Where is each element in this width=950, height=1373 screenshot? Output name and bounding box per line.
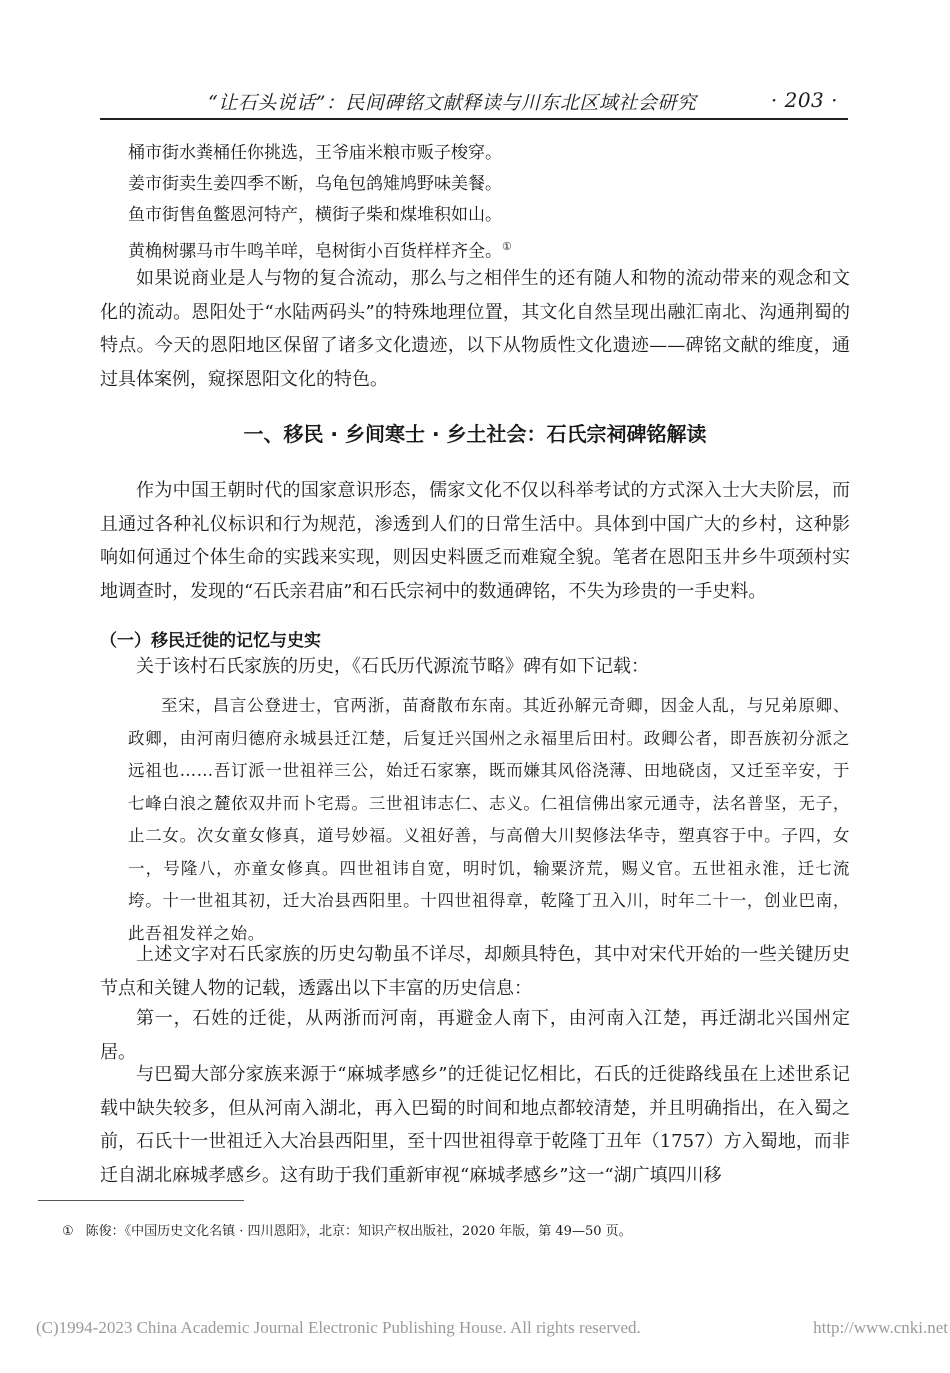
footnote-mark: ①: [62, 1224, 74, 1239]
poem-block: [128, 138, 848, 262]
poem-line: 鱼市街售鱼鳖恩河特产，横街子柴和煤堆积如山。: [128, 205, 502, 225]
subsection-heading: （一）移民迁徙的记忆与史实: [100, 631, 321, 651]
header-rule: [100, 118, 848, 120]
comparison-paragraph: 与巴蜀大部分家族来源于“麻城孝感乡”的迁徙记忆相比，石氏的迁徙路线虽在上述世系记载中缺失较多，但从河南入湖北，再入巴蜀的时间和地点都较清楚，并且明确指出，在入蜀之前，石氏十一世祖迁入大冶县西阳里，至十四世祖得章于乾隆丁丑年（1757）方入蜀地，而非迁自湖北麻城孝感乡。这有助于我们重新审视“麻城孝感乡”这一“湖广填四川移: [100, 1064, 850, 1186]
section-heading: 一、移民 · 乡间寒士 · 乡土社会：石氏宗祠碑铭解读: [243, 422, 707, 446]
point-one-paragraph: 第一，石姓的迁徙，从两浙而河南，再避金人南下，由河南入江楚，再迁湖北兴国州定居。: [100, 1008, 850, 1063]
footnote-rule: [38, 1200, 244, 1201]
poem-line: [128, 231, 848, 262]
section-paragraph: 作为中国王朝时代的国家意识形态，儒家文化不仅以科举考试的方式深入士大夫阶层，而且通过各种礼仪标识和行为规范，渗透到人们的日常生活中。具体到中国广大的乡村，这种影响如何通过个体生命的实践来实现，则因史料匮乏而难窥全貌。笔者在恩阳玉井乡牛项颈村实地调查时，发现的“石氏亲君庙”和石氏宗祠中的数通碑铭，不失为珍贵的一手史料。: [100, 480, 850, 602]
watermark-url[interactable]: http://www.cnki.net: [813, 1318, 948, 1337]
copyright-notice: (C)1994-2023 China Academic Journal Electronic Publishing House. All rights reserved.: [36, 1318, 641, 1337]
poem-line: 姜市街卖生姜四季不断，乌龟包鸽雉鸠野味美餐。: [128, 174, 502, 194]
page-number: · 203 ·: [770, 88, 838, 112]
intro-paragraph: 如果说商业是人与物的复合流动，那么与之相伴生的还有随人和物的流动带来的观念和文化的流动。恩阳处于“水陆两码头”的特殊地理位置，其文化自然呈现出融汇南北、沟通荆蜀的特点。今天的恩阳地区保留了诸多文化遗迹，以下从物质性文化遗迹——碑铭文献的维度，通过具体案例，窥探恩阳文化的特色。: [100, 268, 850, 390]
footnote: [62, 1220, 632, 1239]
subsection-intro: 关于该村石氏家族的历史，《石氏历代源流节略》碑有如下记载：: [136, 656, 649, 677]
watermark-line: [36, 1318, 948, 1338]
analysis-paragraph: 上述文字对石氏家族的历史勾勒虽不详尽，却颇具特色，其中对宋代开始的一些关键历史节点和关键人物的记载，透露出以下丰富的历史信息：: [100, 944, 850, 999]
running-header: [208, 88, 838, 114]
running-header-title: “让石头说话”：民间碑铭文献释读与川东北区域社会研究: [208, 92, 697, 114]
inscription-quote: 至宋，昌言公登进士，官两浙，苗裔散布东南。其近孙解元奇卿，因金人乱，与兄弟原卿、政卿，由河南归德府永城县迁江楚，后复迁兴国州之永福里后田村。政卿公者，即吾族初分派之远祖也……吾订派一世祖祥三公，始迁石家寨，既而嫌其风俗浇薄、田地硗卤，又迁至辛安，于七峰白浪之麓依双井而卜宅焉。三世祖讳志仁、志义。仁祖信佛出家元通寺，法名普坚，无子，止二女。次女童女修真，道号妙福。义祖好善，与高僧大川契修法华寺，塑真容于中。子四，女一，号隆八，亦童女修真。四世祖讳自宽，明时饥，输粟济荒，赐义官。五世祖永淮，迁七流垮。十一世祖其初，迁大冶县西阳里。十四世祖得章，乾隆丁丑入川，时年二十一，创业巴南，此吾祖发祥之始。: [128, 696, 850, 943]
footnote-reference[interactable]: ①: [502, 240, 512, 253]
poem-line-text: 黄桷树骡马市牛鸣羊咩，皂树街小百货样样齐全。: [128, 241, 502, 262]
poem-line: 桶市街水粪桶任你挑选，王爷庙米粮市贩子梭穿。: [128, 143, 502, 163]
footnote-text: 陈俊：《中国历史文化名镇 · 四川恩阳》，北京：知识产权出版社，2020 年版，第 49—50 页。: [85, 1224, 632, 1239]
